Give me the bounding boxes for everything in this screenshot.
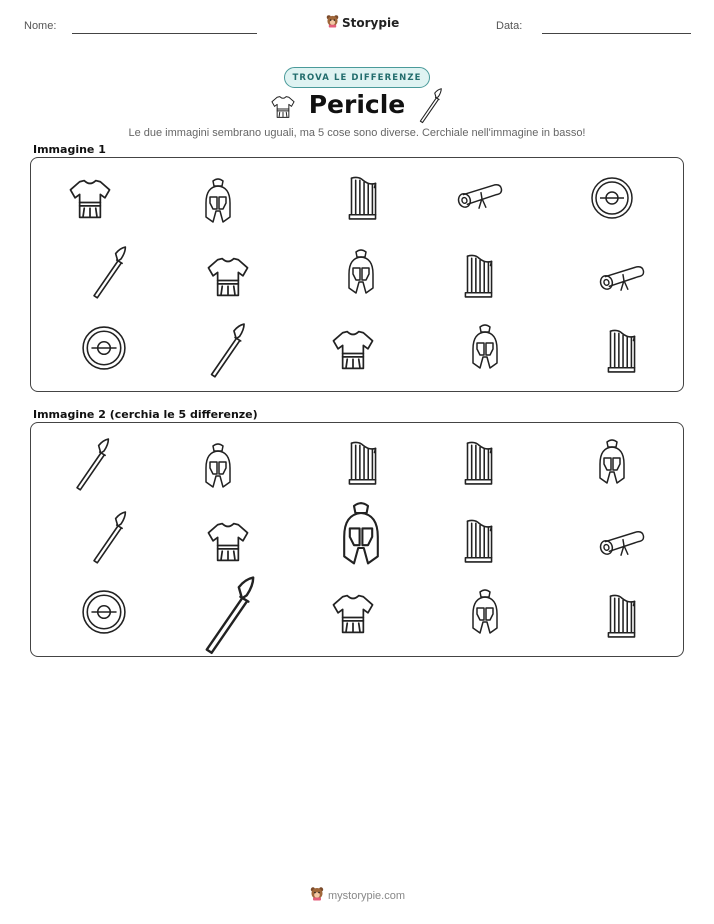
scroll-icon[interactable] (597, 263, 647, 298)
tunic-icon[interactable] (330, 327, 376, 373)
harp-icon[interactable] (603, 593, 641, 639)
helmet-icon[interactable] (465, 323, 505, 371)
date-label: Data: (496, 20, 523, 32)
spear-icon[interactable] (66, 438, 114, 492)
title-tunic-icon (270, 93, 296, 121)
tunic-icon[interactable] (67, 176, 113, 222)
helmet-icon[interactable] (333, 500, 389, 568)
date-field[interactable] (542, 33, 691, 34)
name-label: Nome: (24, 20, 57, 32)
harp-icon[interactable] (460, 253, 498, 299)
helmet-icon[interactable] (198, 177, 238, 225)
spear-icon[interactable] (84, 511, 130, 565)
page-title: Pericle (308, 90, 406, 119)
helmet-icon[interactable] (465, 588, 505, 636)
title-spear-icon (414, 88, 444, 124)
spear-icon[interactable] (84, 246, 130, 300)
harp-icon[interactable] (344, 175, 382, 221)
tunic-icon[interactable] (205, 254, 251, 300)
brand-logo (326, 13, 399, 32)
scroll-icon[interactable] (455, 181, 505, 216)
harp-icon[interactable] (460, 440, 498, 486)
scroll-icon[interactable] (597, 528, 647, 563)
activity-badge: TROVA LE DIFFERENZE (284, 67, 430, 88)
tunic-icon[interactable] (330, 591, 376, 637)
picture1-label: Immagine 1 (33, 143, 106, 156)
tunic-icon[interactable] (205, 519, 251, 565)
spear-icon[interactable] (193, 576, 259, 656)
shield-icon[interactable] (590, 176, 634, 220)
footer (310, 886, 405, 905)
shield-icon[interactable] (81, 325, 127, 371)
harp-icon[interactable] (603, 328, 641, 374)
bear-mascot-icon (326, 13, 339, 32)
footer-url[interactable]: mystorypie.com (328, 889, 406, 902)
picture2-label: Immagine 2 (cerchia le 5 differenze) (33, 408, 258, 421)
harp-icon[interactable] (344, 440, 382, 486)
spear-icon[interactable] (200, 323, 250, 379)
helmet-icon[interactable] (341, 248, 381, 296)
helmet-icon[interactable] (198, 442, 238, 490)
shield-icon[interactable] (81, 589, 127, 635)
bear-mascot-icon (310, 886, 324, 905)
helmet-icon[interactable] (592, 438, 632, 486)
instructions: Le due immagini sembrano uguali, ma 5 cose sono diverse. Cerchiale nell'immagine in basso! (128, 127, 586, 139)
brand-name: Storypie (342, 15, 400, 30)
name-field[interactable] (72, 33, 257, 34)
harp-icon[interactable] (460, 518, 498, 564)
